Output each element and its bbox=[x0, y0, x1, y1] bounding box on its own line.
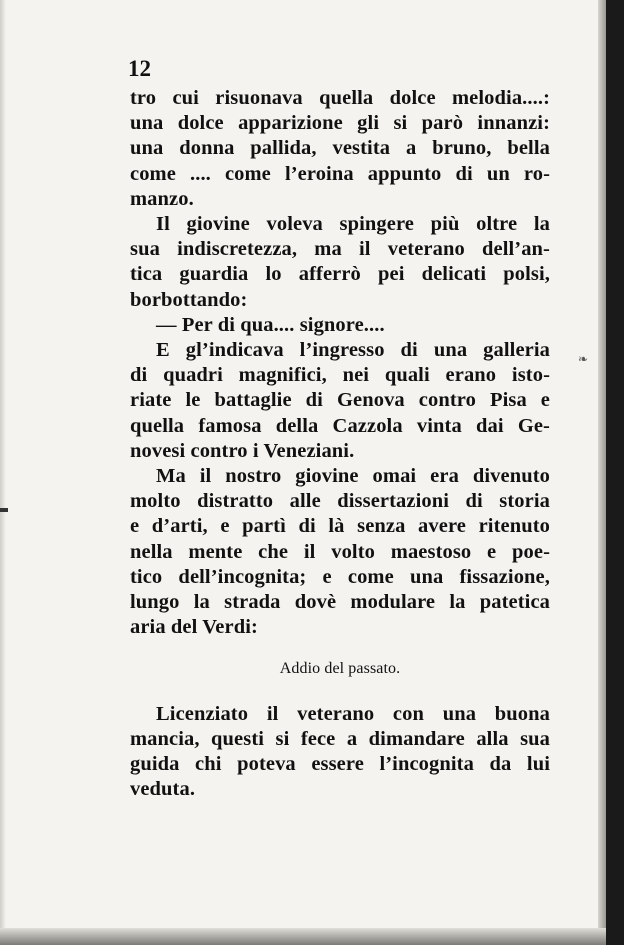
page-bottom-edge bbox=[0, 928, 606, 945]
text-line: nella mente che il volto maestoso e poe- bbox=[130, 540, 550, 563]
text-line: tica guardia lo afferrò pei delicati polsi, bbox=[130, 263, 550, 286]
text-line: Addio del passato. bbox=[279, 660, 401, 678]
text-line: una dolce apparizione gli si parò innanzi: bbox=[130, 112, 550, 135]
text-line: borbottando: bbox=[130, 288, 248, 311]
page-left-edge bbox=[0, 0, 6, 945]
text-line: Licenziato il veterano con una buona bbox=[156, 702, 550, 725]
page-right-edge bbox=[598, 0, 606, 945]
page-number: 12 bbox=[128, 56, 151, 81]
text-line: una donna pallida, vestita a bruno, bella bbox=[130, 137, 550, 160]
text-line: molto distratto alle dissertazioni di storia bbox=[130, 490, 550, 513]
text-line: quella famosa della Cazzola vinta dai Ge- bbox=[130, 414, 550, 437]
text-line: novesi contro i Veneziani. bbox=[130, 439, 355, 462]
text-line: tico dell’incognita; e come una fissazione, bbox=[130, 565, 550, 588]
text-line: — Per di qua.... signore.... bbox=[156, 313, 385, 336]
text-line: E gl’indicava l’ingresso di una galleria bbox=[156, 339, 550, 362]
text-line: sua indiscretezza, ma il veterano dell’an- bbox=[130, 238, 550, 261]
text-line: lungo la strada dovè modulare la patetica bbox=[130, 591, 550, 614]
text-line: aria del Verdi: bbox=[130, 616, 258, 639]
text-line: guida chi poteva essere l’incognita da lui bbox=[130, 753, 550, 776]
text-line: veduta. bbox=[130, 778, 196, 801]
text-line: Ma il nostro giovine omai era divenuto bbox=[156, 465, 550, 488]
text-line: e d’arti, e partì di là senza avere ritenuto bbox=[130, 515, 550, 538]
body-text bbox=[130, 86, 550, 802]
text-line: mancia, questi si fece a dimandare alla sua bbox=[130, 727, 550, 750]
text-line: riate le battaglie di Genova contro Pisa e bbox=[130, 389, 550, 412]
binding-mark bbox=[0, 508, 8, 512]
text-line: come .... come l’eroina appunto di un ro- bbox=[130, 162, 550, 185]
margin-ink-mark: ❧ bbox=[578, 352, 589, 366]
text-line: Il giovine voleva spingere più oltre la bbox=[156, 213, 550, 236]
text-line: tro cui risuonava quella dolce melodia....: bbox=[130, 87, 550, 109]
text-line: di quadri magnifici, nei quali erano isto- bbox=[130, 364, 550, 387]
text-line: manzo. bbox=[130, 187, 194, 210]
